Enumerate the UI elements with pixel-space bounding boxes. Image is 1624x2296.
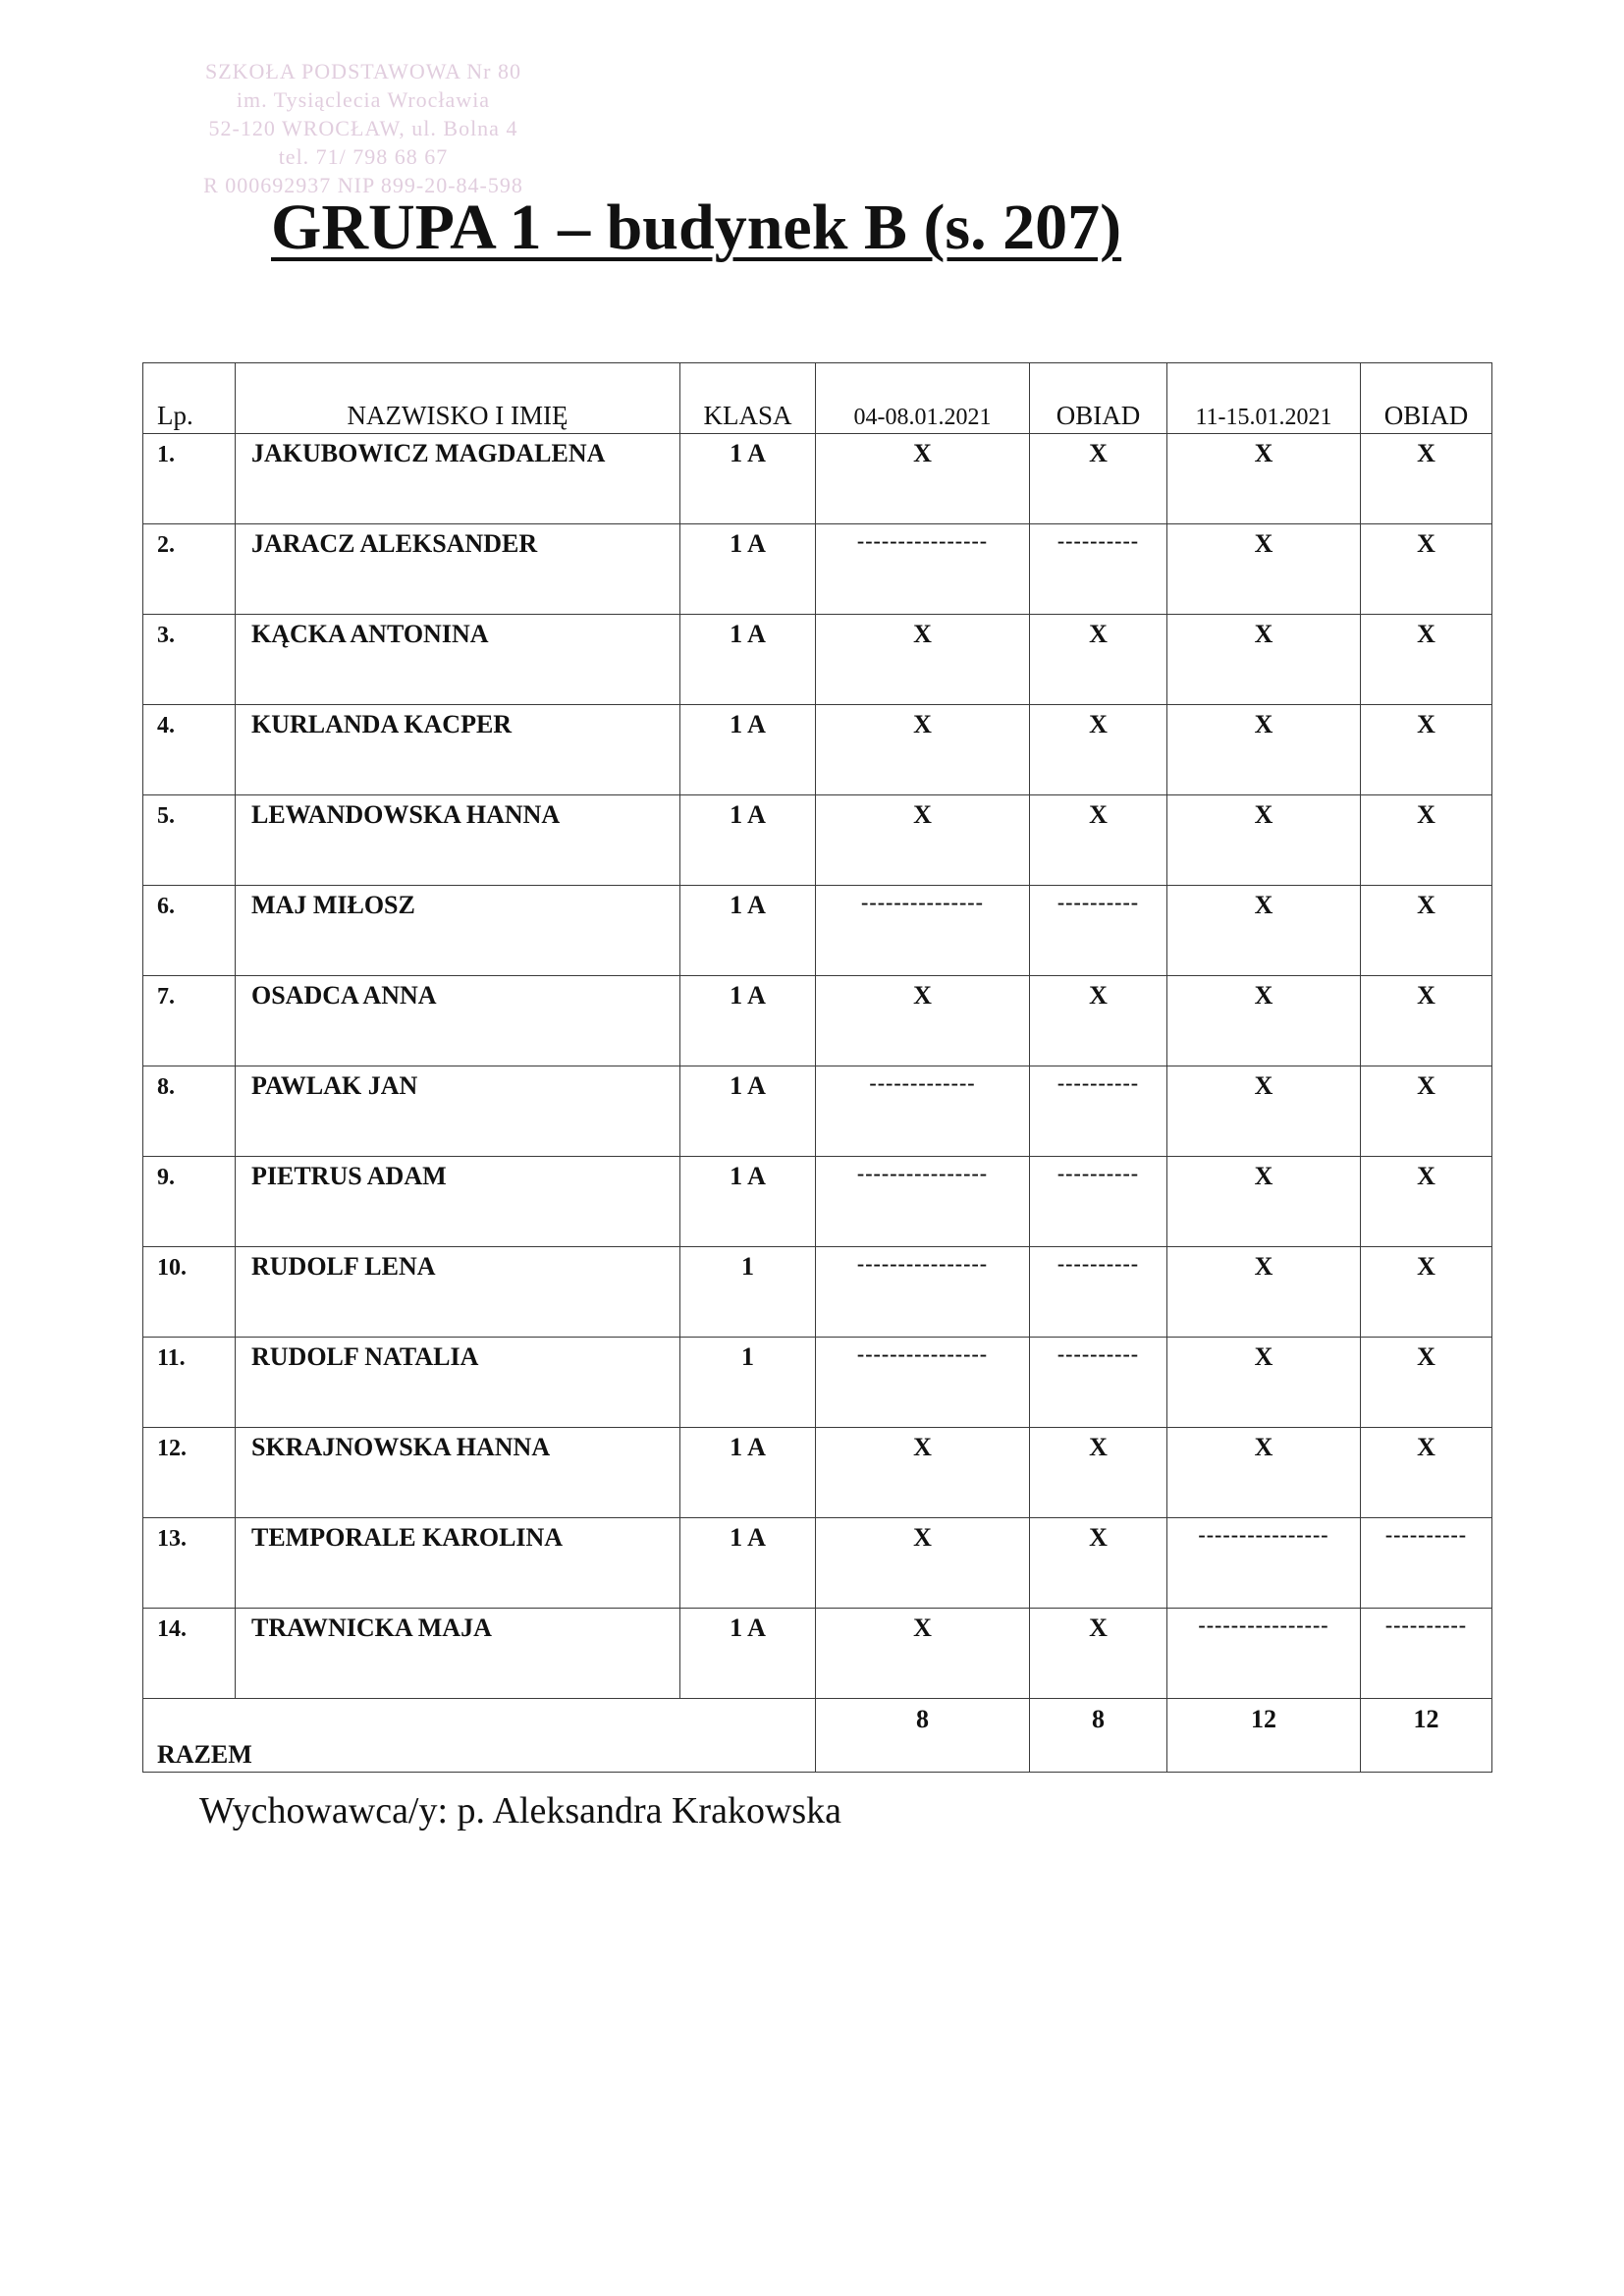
attendance-table <box>142 362 1492 1773</box>
cell-week1: ---------------- <box>816 524 1030 615</box>
school-stamp <box>137 57 589 199</box>
cell-lp: 14. <box>143 1609 236 1699</box>
cell-obiad2: X <box>1361 976 1492 1066</box>
page-title: GRUPA 1 – budynek B (s. 207) <box>271 191 1122 263</box>
header-obiad1: OBIAD <box>1030 363 1167 434</box>
cell-obiad2: X <box>1361 886 1492 976</box>
cell-obiad2: X <box>1361 1428 1492 1518</box>
stamp-line: tel. 71/ 798 68 67 <box>278 144 449 169</box>
cell-obiad1: X <box>1030 1518 1167 1609</box>
stamp-line: R 000692937 NIP 899-20-84-598 <box>203 173 523 197</box>
table-row <box>143 705 1492 795</box>
totals-obiad2: 12 <box>1361 1699 1492 1773</box>
header-klasa: KLASA <box>680 363 816 434</box>
cell-week2: X <box>1167 795 1361 886</box>
totals-week1: 8 <box>816 1699 1030 1773</box>
cell-name: PIETRUS ADAM <box>236 1157 680 1247</box>
table-row <box>143 976 1492 1066</box>
totals-row <box>143 1699 1492 1773</box>
cell-week2: ---------------- <box>1167 1609 1361 1699</box>
cell-name: KĄCKA ANTONINA <box>236 615 680 705</box>
cell-obiad1: ---------- <box>1030 1157 1167 1247</box>
cell-obiad1: X <box>1030 434 1167 524</box>
cell-klasa: 1 A <box>680 1609 816 1699</box>
cell-week2: X <box>1167 524 1361 615</box>
cell-week2: X <box>1167 886 1361 976</box>
cell-obiad2: X <box>1361 434 1492 524</box>
cell-week1: X <box>816 976 1030 1066</box>
cell-klasa: 1 A <box>680 1428 816 1518</box>
cell-klasa: 1 A <box>680 1066 816 1157</box>
cell-lp: 4. <box>143 705 236 795</box>
table-row <box>143 1338 1492 1428</box>
cell-week1: ---------------- <box>816 1157 1030 1247</box>
cell-name: OSADCA ANNA <box>236 976 680 1066</box>
cell-week1: X <box>816 1428 1030 1518</box>
table-row <box>143 1247 1492 1338</box>
cell-obiad1: X <box>1030 615 1167 705</box>
header-lp: Lp. <box>143 363 236 434</box>
cell-week2: X <box>1167 976 1361 1066</box>
table-row <box>143 524 1492 615</box>
header-week1: 04-08.01.2021 <box>816 363 1030 434</box>
totals-obiad1: 8 <box>1030 1699 1167 1773</box>
cell-name: KURLANDA KACPER <box>236 705 680 795</box>
cell-obiad1: X <box>1030 1609 1167 1699</box>
stamp-line: SZKOŁA PODSTAWOWA Nr 80 <box>205 59 521 83</box>
cell-name: RUDOLF LENA <box>236 1247 680 1338</box>
cell-obiad1: X <box>1030 795 1167 886</box>
cell-klasa: 1 A <box>680 1157 816 1247</box>
cell-lp: 7. <box>143 976 236 1066</box>
cell-week2: X <box>1167 1157 1361 1247</box>
cell-obiad2: X <box>1361 795 1492 886</box>
cell-week2: X <box>1167 1247 1361 1338</box>
cell-klasa: 1 <box>680 1338 816 1428</box>
cell-week2: X <box>1167 615 1361 705</box>
table-row <box>143 1157 1492 1247</box>
cell-klasa: 1 A <box>680 886 816 976</box>
cell-week1: ------------- <box>816 1066 1030 1157</box>
cell-obiad2: X <box>1361 1247 1492 1338</box>
cell-name: JARACZ ALEKSANDER <box>236 524 680 615</box>
cell-week2: X <box>1167 434 1361 524</box>
totals-week2: 12 <box>1167 1699 1361 1773</box>
cell-week2: ---------------- <box>1167 1518 1361 1609</box>
header-row <box>143 363 1492 434</box>
cell-week1: X <box>816 434 1030 524</box>
table-row <box>143 1428 1492 1518</box>
table-row <box>143 434 1492 524</box>
cell-klasa: 1 <box>680 1247 816 1338</box>
cell-klasa: 1 A <box>680 705 816 795</box>
cell-week1: X <box>816 1609 1030 1699</box>
cell-klasa: 1 A <box>680 1518 816 1609</box>
cell-week2: X <box>1167 1428 1361 1518</box>
table-row <box>143 1518 1492 1609</box>
cell-lp: 6. <box>143 886 236 976</box>
cell-lp: 10. <box>143 1247 236 1338</box>
cell-obiad2: X <box>1361 1066 1492 1157</box>
cell-lp: 1. <box>143 434 236 524</box>
table-row <box>143 1609 1492 1699</box>
cell-name: LEWANDOWSKA HANNA <box>236 795 680 886</box>
cell-obiad1: ---------- <box>1030 1247 1167 1338</box>
cell-name: JAKUBOWICZ MAGDALENA <box>236 434 680 524</box>
table-row <box>143 1066 1492 1157</box>
table-footer <box>143 1699 1492 1773</box>
cell-name: TRAWNICKA MAJA <box>236 1609 680 1699</box>
cell-obiad2: ---------- <box>1361 1609 1492 1699</box>
cell-obiad2: X <box>1361 524 1492 615</box>
table-body <box>143 434 1492 1699</box>
totals-label: RAZEM <box>143 1699 816 1773</box>
cell-week2: X <box>1167 705 1361 795</box>
cell-obiad2: X <box>1361 705 1492 795</box>
cell-obiad2: X <box>1361 615 1492 705</box>
cell-name: RUDOLF NATALIA <box>236 1338 680 1428</box>
header-obiad2: OBIAD <box>1361 363 1492 434</box>
cell-obiad2: X <box>1361 1157 1492 1247</box>
cell-week1: ---------------- <box>816 1247 1030 1338</box>
cell-obiad1: X <box>1030 705 1167 795</box>
cell-klasa: 1 A <box>680 615 816 705</box>
cell-lp: 9. <box>143 1157 236 1247</box>
cell-week1: --------------- <box>816 886 1030 976</box>
stamp-line: im. Tysiąclecia Wrocławia <box>236 87 491 112</box>
cell-week1: X <box>816 705 1030 795</box>
teacher-line: Wychowawca/y: p. Aleksandra Krakowska <box>199 1790 842 1831</box>
cell-obiad1: X <box>1030 976 1167 1066</box>
table-header <box>143 363 1492 434</box>
cell-lp: 8. <box>143 1066 236 1157</box>
cell-lp: 12. <box>143 1428 236 1518</box>
table-row <box>143 615 1492 705</box>
table-row <box>143 886 1492 976</box>
cell-lp: 11. <box>143 1338 236 1428</box>
cell-week1: ---------------- <box>816 1338 1030 1428</box>
cell-week1: X <box>816 1518 1030 1609</box>
header-name: NAZWISKO I IMIĘ <box>236 363 680 434</box>
cell-obiad1: ---------- <box>1030 1066 1167 1157</box>
cell-klasa: 1 A <box>680 524 816 615</box>
table-row <box>143 795 1492 886</box>
cell-week2: X <box>1167 1066 1361 1157</box>
cell-klasa: 1 A <box>680 434 816 524</box>
cell-week1: X <box>816 615 1030 705</box>
cell-lp: 3. <box>143 615 236 705</box>
cell-lp: 13. <box>143 1518 236 1609</box>
cell-name: MAJ MIŁOSZ <box>236 886 680 976</box>
cell-name: TEMPORALE KAROLINA <box>236 1518 680 1609</box>
cell-obiad2: ---------- <box>1361 1518 1492 1609</box>
cell-obiad2: X <box>1361 1338 1492 1428</box>
cell-obiad1: ---------- <box>1030 886 1167 976</box>
cell-obiad1: ---------- <box>1030 524 1167 615</box>
cell-klasa: 1 A <box>680 795 816 886</box>
cell-lp: 2. <box>143 524 236 615</box>
cell-obiad1: X <box>1030 1428 1167 1518</box>
header-week2: 11-15.01.2021 <box>1167 363 1361 434</box>
cell-name: PAWLAK JAN <box>236 1066 680 1157</box>
cell-name: SKRAJNOWSKA HANNA <box>236 1428 680 1518</box>
cell-week2: X <box>1167 1338 1361 1428</box>
cell-week1: X <box>816 795 1030 886</box>
cell-lp: 5. <box>143 795 236 886</box>
stamp-line: 52-120 WROCŁAW, ul. Bolna 4 <box>208 116 518 140</box>
cell-obiad1: ---------- <box>1030 1338 1167 1428</box>
cell-klasa: 1 A <box>680 976 816 1066</box>
